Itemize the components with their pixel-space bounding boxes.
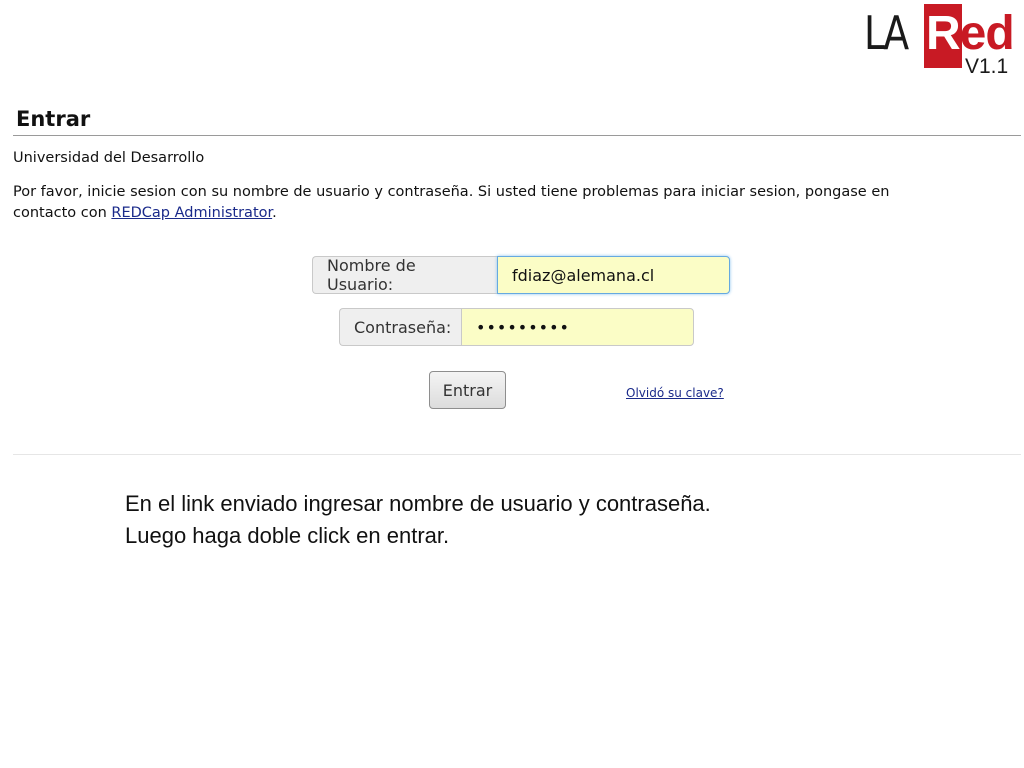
- la-red-logo: [862, 4, 1022, 80]
- page-title: Entrar: [16, 107, 91, 131]
- forgot-password-link[interactable]: Olvidó su clave?: [626, 386, 724, 400]
- username-field-group: [312, 256, 730, 294]
- username-input[interactable]: [497, 256, 730, 294]
- title-divider: [13, 135, 1021, 136]
- logo-red-text: Red: [926, 7, 1014, 60]
- password-label: Contraseña:: [339, 308, 461, 346]
- login-button[interactable]: Entrar: [429, 371, 506, 409]
- login-instructions: Por favor, inicie sesion con su nombre de usuario y contraseña. Si usted tiene problemas para iniciar sesion, pongase en contacto con REDCap Administrator.: [13, 184, 890, 221]
- logo-la-text: LA: [864, 6, 907, 60]
- redcap-admin-link[interactable]: REDCap Administrator: [111, 205, 273, 221]
- form-divider: [13, 454, 1021, 455]
- logo-version: V1.1: [965, 55, 1009, 78]
- instruction-caption: [125, 488, 711, 552]
- institution-name: Universidad del Desarrollo: [13, 150, 205, 166]
- caption-line-2: Luego haga doble click en entrar.: [125, 523, 450, 548]
- username-label: Nombre de Usuario:: [312, 256, 497, 294]
- password-field-group: [339, 308, 694, 346]
- password-input[interactable]: [461, 308, 694, 346]
- caption-line-1: En el link enviado ingresar nombre de usuario y contraseña.: [125, 491, 711, 516]
